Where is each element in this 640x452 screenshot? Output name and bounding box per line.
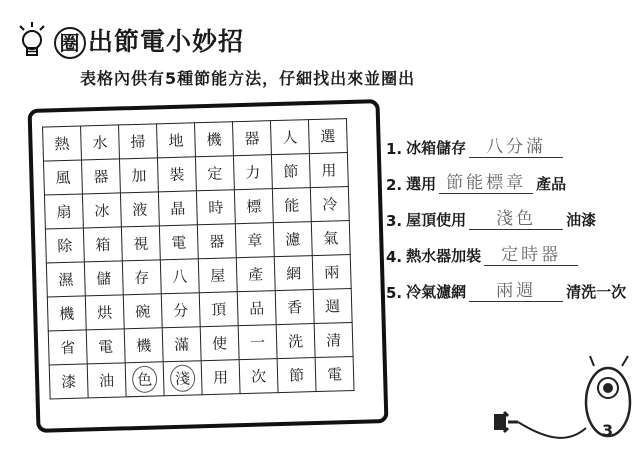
grid-cell-char: 滿 [173, 335, 190, 354]
grid-cell-char: 頂 [210, 300, 227, 319]
grid-cell-char: 定 [207, 164, 223, 183]
grid-cell-char: 電 [97, 337, 114, 357]
grid-cell-char: 清 [325, 331, 342, 350]
grid-cell [238, 325, 277, 360]
grid-cell-char: 器 [244, 129, 260, 148]
grid-cell-char: 使 [211, 334, 228, 353]
title-text: 出節電小妙招 [88, 26, 245, 56]
question-item [386, 240, 581, 266]
grid-cell [273, 222, 312, 257]
grid-cell [277, 358, 316, 393]
grid-cell [47, 296, 86, 331]
grid-cell-char: 淺 [170, 364, 196, 392]
question-item [386, 276, 626, 302]
grid-cell [157, 123, 196, 158]
grid-cell-char: 扇 [56, 202, 72, 222]
answer-blank[interactable]: 兩週 [469, 276, 563, 302]
question-number: 4. [386, 248, 403, 266]
grid-cell-char: 次 [250, 367, 267, 386]
grid-cell [123, 294, 162, 329]
grid-cell-char: 液 [132, 200, 148, 220]
grid-cell-char: 油 [98, 371, 115, 391]
grid-cell [197, 224, 236, 259]
title-circle-char: 圈 [54, 27, 86, 59]
grid-cell [46, 262, 85, 297]
grid-cell-char: 漆 [60, 372, 77, 392]
grid-cell-char: 八 [172, 267, 188, 286]
grid-cell [310, 187, 349, 222]
grid-cell-char: 屋 [210, 266, 226, 285]
grid-cell [161, 293, 200, 328]
question-prefix: 冷氣濾網 [406, 283, 467, 301]
grid-cell-char: 電 [326, 365, 343, 384]
question-prefix: 冰箱儲存 [406, 139, 467, 157]
grid-cell [272, 188, 311, 223]
mascot-plug-icon [490, 352, 640, 452]
grid-cell [159, 225, 198, 260]
grid-cell [309, 153, 348, 188]
grid-cell [200, 326, 239, 361]
grid-cell-char: 省 [59, 338, 76, 358]
grid-cell [119, 158, 158, 193]
grid-cell-char: 標 [246, 197, 262, 216]
grid-cell [87, 363, 126, 398]
lightbulb-icon [14, 20, 50, 60]
grid-cell [201, 360, 240, 395]
answer-blank[interactable]: 淺色 [469, 204, 563, 230]
grid-cell-char: 力 [245, 163, 261, 182]
grid-cell-char: 裝 [169, 165, 185, 185]
question-prefix: 屋頂使用 [406, 211, 467, 229]
grid-cell-char: 時 [208, 198, 224, 217]
grid-row [49, 356, 354, 398]
grid-cell [125, 362, 164, 397]
grid-cell [233, 155, 272, 190]
grid-cell-char: 冷 [322, 195, 338, 214]
grid-cell [312, 255, 351, 290]
grid-cell-char: 碗 [134, 302, 151, 322]
grid-cell [120, 192, 159, 227]
question-suffix: 清洗一次 [566, 283, 627, 301]
grid-cell [271, 154, 310, 189]
grid-cell-char: 週 [324, 297, 341, 316]
grid-cell [237, 291, 276, 326]
grid-cell-char: 器 [209, 232, 225, 251]
grid-cell [43, 126, 82, 161]
grid-cell-char: 用 [212, 368, 229, 387]
grid-cell-char: 地 [168, 131, 184, 151]
answer-blank[interactable]: 定時器 [484, 240, 578, 266]
grid-cell [235, 223, 274, 258]
grid-cell-char: 濾 [285, 230, 301, 249]
grid-cell [124, 328, 163, 363]
grid-cell [315, 356, 354, 391]
grid-cell-char: 濕 [58, 270, 74, 290]
grid-cell [45, 228, 84, 263]
question-item [386, 204, 596, 230]
grid-cell [49, 364, 88, 399]
question-number: 2. [386, 176, 403, 194]
grid-cell [308, 119, 347, 154]
grid-cell-char: 氣 [323, 229, 339, 248]
grid-cell [270, 120, 309, 155]
question-prefix: 選用 [406, 175, 437, 193]
grid-cell [160, 259, 199, 294]
grid-cell [198, 258, 237, 293]
grid-cell [121, 226, 160, 261]
grid-cell-char: 章 [247, 231, 263, 250]
answer-blank[interactable]: 節能標章 [439, 168, 533, 194]
grid-cell-char: 電 [171, 233, 187, 253]
grid-cell [83, 227, 122, 262]
grid-cell [239, 359, 278, 394]
word-search-board [28, 99, 389, 433]
question-item [386, 168, 566, 194]
grid-cell [162, 327, 201, 362]
grid-cell-char: 晶 [170, 199, 186, 219]
grid-cell [81, 159, 120, 194]
grid-cell-char: 加 [131, 166, 147, 186]
grid-cell-char: 掃 [130, 132, 146, 152]
grid-cell [199, 292, 238, 327]
grid-cell-char: 兩 [323, 263, 340, 282]
grid-cell [236, 257, 275, 292]
grid-cell-char: 熱 [54, 134, 70, 154]
grid-cell [234, 189, 273, 224]
grid-cell-char: 香 [286, 298, 303, 317]
grid-cell-char: 機 [59, 304, 75, 324]
grid-cell [276, 324, 315, 359]
grid-cell [275, 290, 314, 325]
grid-cell-char: 水 [92, 133, 108, 153]
answer-blank[interactable]: 八分滿 [469, 132, 563, 158]
grid-cell-char: 視 [133, 234, 149, 254]
grid-cell [274, 256, 313, 291]
grid-cell-char: 品 [248, 299, 265, 318]
grid-cell [163, 361, 202, 396]
grid-cell-char: 節 [288, 366, 305, 385]
grid-cell-char: 器 [93, 167, 109, 187]
title-row [14, 20, 244, 60]
grid-cell-char: 能 [284, 196, 300, 215]
grid-cell-char: 分 [172, 301, 189, 320]
grid-cell [311, 221, 350, 256]
page-number: 3 [602, 421, 614, 440]
instruction-text: 表格內供有5種節能方法，仔細找出來並圈出 [80, 69, 416, 88]
question-prefix: 熱水器加裝 [406, 247, 482, 265]
grid-cell-char: 儲 [96, 269, 112, 289]
question-number: 5. [386, 284, 403, 302]
question-suffix: 產品 [536, 175, 567, 193]
question-item [386, 132, 566, 158]
page-title [54, 22, 244, 59]
grid-cell [122, 260, 161, 295]
grid-cell-char: 選 [320, 127, 336, 146]
grid-cell [86, 329, 125, 364]
grid-cell-char: 除 [57, 236, 73, 256]
grid-cell [82, 193, 121, 228]
grid-cell [313, 289, 352, 324]
grid-cell-char: 人 [282, 128, 298, 147]
grid-cell [119, 124, 158, 159]
question-number: 3. [386, 212, 403, 230]
grid-cell [81, 125, 120, 160]
grid-cell [85, 295, 124, 330]
grid-cell [314, 322, 353, 357]
grid-cell-char: 洗 [287, 332, 304, 351]
grid-cell [194, 122, 233, 157]
grid-cell-char: 節 [283, 162, 299, 181]
grid-cell-char: 一 [249, 333, 266, 352]
question-number: 1. [386, 140, 403, 158]
grid-cell [196, 190, 235, 225]
grid-cell-char: 網 [285, 264, 302, 283]
grid-cell-char: 存 [134, 268, 150, 288]
question-suffix: 油漆 [566, 211, 597, 229]
grid-cell [158, 191, 197, 226]
grid-cell-char: 用 [321, 161, 337, 180]
grid-cell-char: 產 [247, 265, 264, 284]
grid-cell-char: 機 [135, 336, 152, 356]
grid-cell [195, 156, 234, 191]
grid-cell [48, 330, 87, 365]
grid-cell [232, 121, 271, 156]
grid-cell-char: 冰 [94, 201, 110, 221]
grid-cell [44, 160, 83, 195]
grid-cell [84, 261, 123, 296]
grid-cell-char: 機 [206, 130, 222, 149]
grid-cell [157, 157, 196, 192]
grid-cell-char: 箱 [95, 235, 111, 255]
grid-cell [44, 194, 83, 229]
word-search-grid [42, 118, 355, 399]
grid-cell-char: 烘 [97, 303, 113, 323]
grid-cell-char: 風 [55, 168, 71, 188]
grid-cell-char: 色 [132, 365, 158, 393]
